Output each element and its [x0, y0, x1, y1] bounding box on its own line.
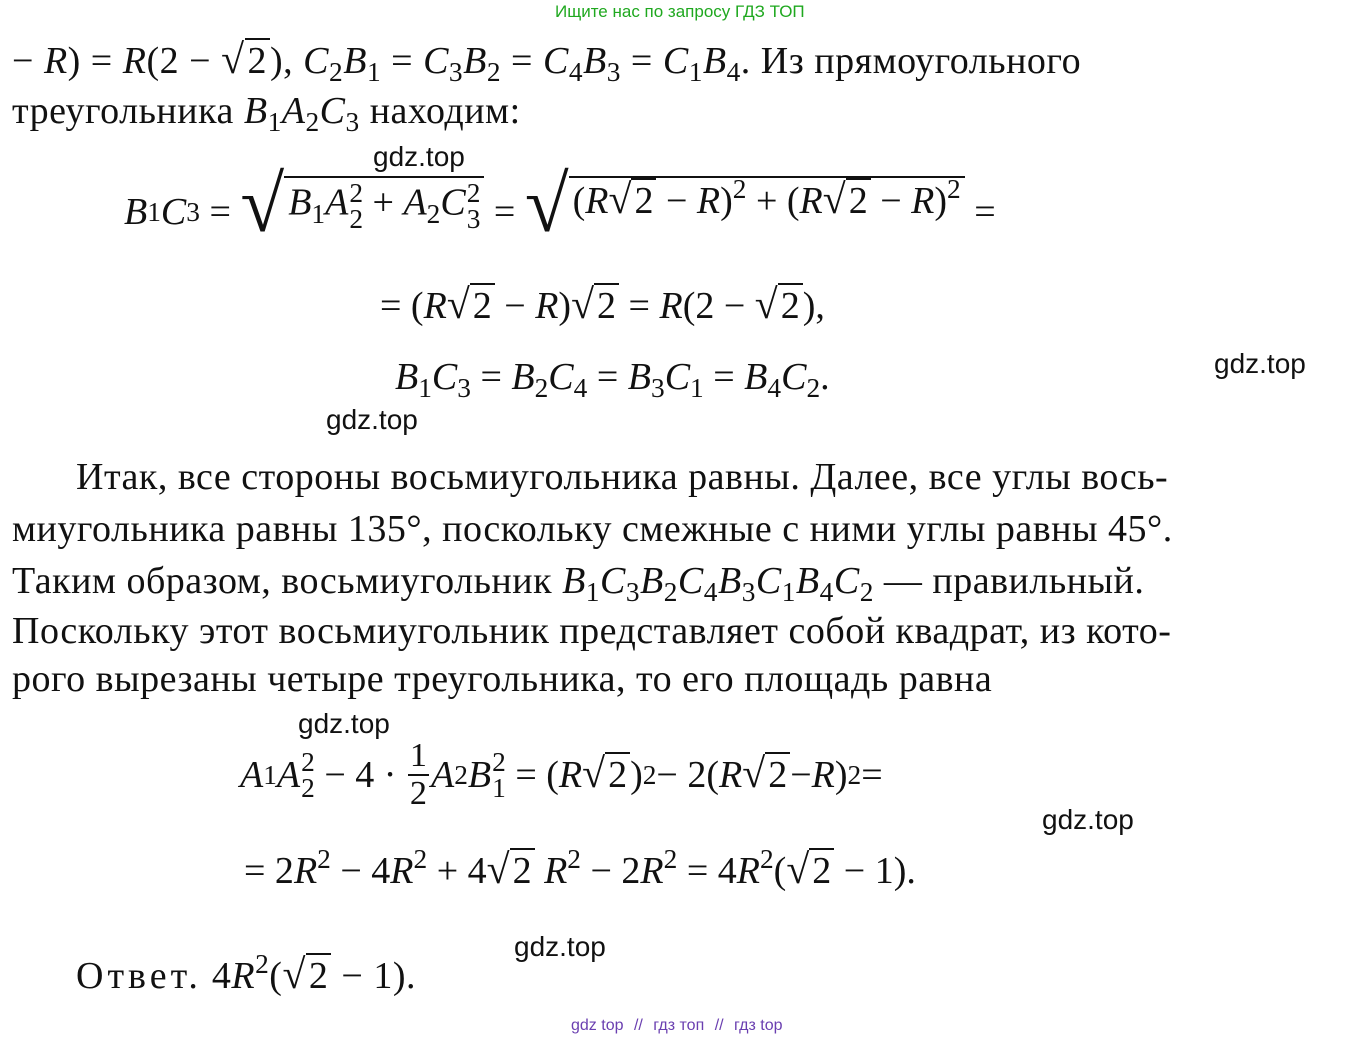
answer-formula: $4R^2(√2 - 1)$ — [211, 948, 406, 998]
para2-line-3 — [12, 560, 1145, 608]
triangle-name: $B_1A_2C_3$ — [243, 90, 360, 138]
watermark: gdz.top — [514, 931, 606, 962]
line1-words: . Из прямоугольного — [740, 40, 1082, 82]
answer-tail: . — [406, 955, 416, 997]
para2-line-4: Поскольку этот восьмиугольник представляет собой квадрат, из кото- — [12, 610, 1172, 652]
para2-line-3a: Таким образом, восьмиугольник — [12, 560, 553, 602]
equation-area-2: = $2R^2 - 4R^2 + 4√2$ $R^2 - 2R^2 = 4R^2(√2 - 1)$. — [244, 843, 916, 893]
watermark: gdz.top — [373, 141, 465, 172]
search-hint: Ищите нас по запросу ГДЗ ТОП — [555, 2, 805, 21]
watermark: gdz.top — [326, 404, 418, 435]
watermark: gdz.top — [1042, 804, 1134, 835]
equation-line-2: = (R√2 − R)√2 = R(2 − √2), — [380, 282, 825, 328]
equation-b1c3: B 1 C 3 = √ $B_1A$ 2 2 + $A_2C$ 2 3 = √ $(R√2 - R)^2 + (R√2 - R)^2$ = — [124, 172, 996, 252]
formula-inline-1: − R) = R(2 − √2), $C_2B_1 = C_3B_2 = C_4B_3 = C_1B_4$ — [12, 37, 741, 88]
text-line-1 — [12, 37, 1082, 88]
footer-separator: // — [714, 1017, 724, 1034]
text-line-2 — [12, 90, 521, 138]
para2-line-2: миугольника равны 135°, поскольку смежные с ними углы равны 45°. — [12, 508, 1173, 550]
line2-tail: находим: — [369, 90, 521, 132]
watermark: gdz.top — [298, 708, 390, 739]
answer-line — [76, 948, 416, 998]
para2-line-5: рого вырезаны четыре треугольника, то его площадь равна — [12, 658, 993, 700]
footer-links — [571, 1018, 783, 1034]
para2-line-3b: — правильный. — [883, 560, 1145, 602]
line2-words: треугольника — [12, 90, 234, 132]
octagon-name: $B_1C_3B_2C_4B_3C_1B_4C_2$ — [562, 560, 874, 608]
footer-link-3[interactable]: гдз top — [734, 1017, 783, 1034]
equation-area-1: A 1 A 2 2 − 4 · $\frac{1}{2}$ A 2 B 2 1 = ( R √2 ) 2 − 2( R √2 − R ) 2 = — [240, 737, 883, 812]
equation-line-3: $B_1C_3 = B_2C_4 = B_3C_1 = B_4C_2$. — [395, 356, 830, 404]
watermark: gdz.top — [1214, 348, 1306, 379]
para2-line-1: Итак, все стороны восьмиугольника равны. Далее, все углы вось- — [76, 456, 1169, 498]
answer-label: Ответ. — [76, 955, 202, 997]
footer-link-2[interactable]: гдз топ — [653, 1017, 705, 1034]
footer-link-1[interactable]: gdz top — [571, 1017, 624, 1034]
footer-separator: // — [633, 1017, 643, 1034]
